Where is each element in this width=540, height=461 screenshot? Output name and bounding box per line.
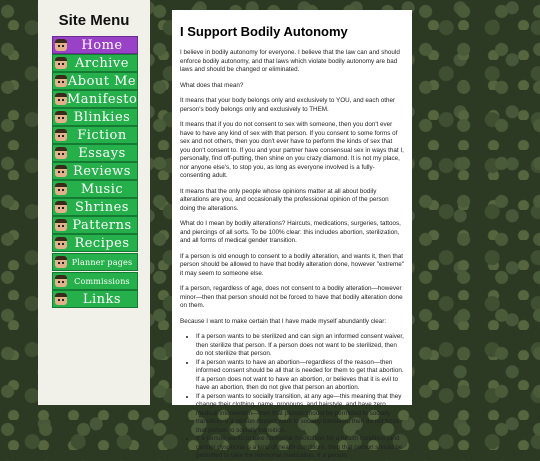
nav-label: About Me <box>67 73 137 89</box>
nav-fiction[interactable] <box>52 126 138 144</box>
pixel-face-icon <box>55 147 67 159</box>
article-paragraph: I believe in bodily autonomy for everyone. I believe that the law can and should enforce bodily autonomy, and that laws which violate bodily autonomy are bad laws and should be changed or eliminated. <box>180 49 400 73</box>
article-paragraph: It means that if you do not consent to sex with someone, then you don't ever have to have any kind of sex with that person. If you consent to some forms of sex and not others, then you don't ever have to perform the kinds of sex that you don't consent to. If you and your partner have consensual sex in ways that I, personally, find off-putting, then shine on you crazy diamond. It is not my place, nor anyone else's, to stop you, as long as everyone involved is a fully-consenting adult. <box>180 121 404 179</box>
article-panel <box>172 10 412 459</box>
nav-label: Links <box>82 291 122 307</box>
pixel-face-icon <box>55 201 67 213</box>
nav-label: Patterns <box>72 217 132 233</box>
nav-about-me[interactable] <box>52 72 138 90</box>
pixel-face-icon <box>55 39 67 51</box>
article-paragraph: If a person is old enough to consent to a bodily alteration, and wants it, then that person should be allowed to have that bodily alteration done, however "extreme" it may seem to someone else. <box>180 252 404 277</box>
nav-commissions[interactable] <box>52 272 138 290</box>
nav-label: Recipes <box>74 235 130 251</box>
article-title: I Support Bodily Autonomy <box>180 24 348 39</box>
sidebar-title: Site Menu <box>58 12 130 29</box>
nav-reviews[interactable] <box>52 162 138 180</box>
nav-recipes[interactable] <box>52 234 138 252</box>
list-item: • If a person wants to socially transition, at any age—this meaning that they change their clothing, name, pronouns, and hairstyle, and have zero medical intervention—then that person should be permitted to socially transition. If a person doesn't want to socially transition, then do not force that person to socially transition. <box>196 393 404 436</box>
nav-blinkies[interactable] <box>52 108 138 126</box>
pixel-face-icon <box>55 129 67 141</box>
article-list <box>180 333 404 461</box>
nav-links[interactable] <box>52 290 138 308</box>
pixel-face-icon <box>55 219 67 231</box>
list-item: • If a person wants to have an abortion—regardless of the reason—then informed consent should be all that is needed for them to get that abortion. If a person does not want to have an abortion, or believes that it is evil to have an abortion, then do not give that person an abortion. <box>196 359 404 393</box>
article-paragraph: Because I want to make certain that I have made myself abundantly clear: <box>180 317 387 325</box>
nav-shrines[interactable] <box>52 198 138 216</box>
nav-music[interactable] <box>52 180 138 198</box>
nav-planner-pages[interactable] <box>52 253 138 271</box>
article-paragraph: It means that the only people whose opinions matter at all about bodily alterations are you, and occasionally the professional opinion of the person doing the alterations. <box>180 187 389 212</box>
article-paragraph: What do I mean by bodily alterations? Haircuts, medications, surgeries, tattoos, and piercings of all sorts. To be 100% clear: this includes abortion, sterilization, and all forms of medical gender transition. <box>180 220 401 244</box>
list-item: • If a person wants to be sterilized and can sign an informed consent waiver, then sterilize that person. If a person does not want to be sterilized, then do not sterilize that person. <box>196 333 404 359</box>
pixel-face-icon <box>55 256 67 268</box>
nav-archive[interactable] <box>52 54 138 72</box>
nav-essays[interactable] <box>52 144 138 162</box>
article-paragraph: What does that mean? <box>180 81 244 89</box>
nav-label: Essays <box>78 145 126 161</box>
pixel-face-icon <box>55 165 67 177</box>
pixel-face-icon <box>55 93 67 105</box>
nav-label: Reviews <box>73 163 131 179</box>
article-paragraph: It means that your body belongs only and exclusively to YOU, and each other person's body belongs only and exclusively to THEM. <box>180 97 396 113</box>
list-item: • If a person wants to take hormonal medication for a health condition (and gender dysphoria is a kind of health condition), then that person should be permitted to take the hormonal medication. If a person <box>196 435 404 461</box>
pixel-face-icon <box>55 275 67 287</box>
nav-label: Manifesto <box>67 91 138 107</box>
nav-label: Blinkies <box>73 109 131 125</box>
article-paragraph: If a person, regardless of age, does not consent to a bodily alteration—however minor—then that person should not be forced to have that bodily alteration done on them. <box>180 285 403 309</box>
nav-label: Commissions <box>74 276 130 286</box>
pixel-face-icon <box>55 111 67 123</box>
pixel-face-icon <box>55 293 67 305</box>
pixel-face-icon <box>55 75 67 87</box>
pixel-face-icon <box>55 57 67 69</box>
pixel-face-icon <box>55 237 67 249</box>
nav-label: Music <box>80 181 124 197</box>
nav-label: Archive <box>75 55 129 71</box>
sidebar <box>38 0 150 405</box>
nav-manifesto[interactable] <box>52 90 138 108</box>
nav-patterns[interactable] <box>52 216 138 234</box>
nav-home[interactable] <box>52 36 138 54</box>
nav-label: Shrines <box>75 199 129 215</box>
nav-label: Fiction <box>77 127 127 143</box>
nav-label: Planner pages <box>71 257 133 267</box>
nav-label: Home <box>81 37 123 53</box>
pixel-face-icon <box>55 183 67 195</box>
